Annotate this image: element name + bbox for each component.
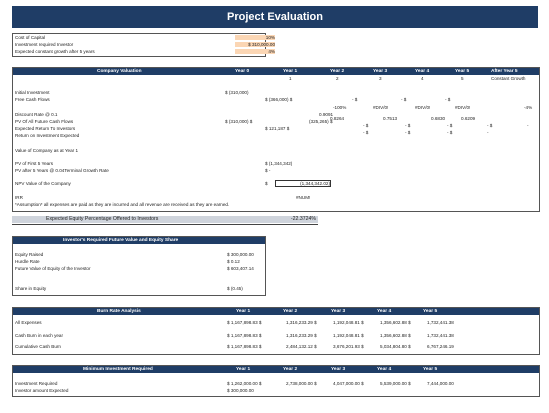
pct-value: #DIV/0! (455, 105, 471, 110)
col-year-2: Year 2 (330, 69, 345, 74)
row-label: NPV Value of the Company (15, 181, 71, 186)
year-number: 5 (461, 76, 464, 81)
pv-future-y2: - $ (363, 123, 369, 128)
row-label: Share in Equity (15, 286, 47, 291)
fcf-y4: - $ (445, 97, 451, 102)
pv-future-y5: - $ (487, 123, 493, 128)
pct-value: -100% (333, 105, 347, 110)
burn-col-1: Year 1 (236, 309, 251, 314)
row-label: Equity Raised (15, 252, 44, 257)
col-year-1: Year 1 (283, 69, 298, 74)
minimum-header: Minimum Investment Required (83, 367, 153, 372)
discount-y3: 0.7513 (383, 116, 398, 121)
minimum-cell: 5,539,000.00 $ (380, 381, 411, 386)
minimum-header-row (13, 366, 539, 373)
col-year-0: Year 0 (235, 69, 250, 74)
equity-raised-value: $ 300,000.00 (227, 252, 254, 257)
burn-cell: 3,676,201.93 $ (333, 344, 364, 349)
investor-header-row (13, 237, 265, 244)
minimum-cell: $ 300,000.00 (227, 388, 254, 393)
row-label: Return on Investment Expected (15, 133, 80, 138)
investor-header: Investor's Required Future Value and Equity Share (63, 238, 179, 243)
expected-return-y3: - $ (405, 130, 411, 135)
discount-y4: 0.6830 (431, 116, 446, 121)
burn-col-2: Year 2 (283, 309, 298, 314)
col-year-5: Year 5 (455, 69, 470, 74)
minimum-col-2: Year 2 (283, 367, 298, 372)
year-number: 3 (379, 76, 382, 81)
assumption-label: Investment required Investor (15, 42, 74, 47)
minimum-col-5: Year 5 (423, 367, 438, 372)
burn-cell: 1,316,233.29 $ (286, 320, 317, 325)
minimum-col-4: Year 4 (377, 367, 392, 372)
fcf-y2: - $ (352, 97, 358, 102)
row-label: Cash Burn in each year (15, 333, 64, 338)
burn-header-row (13, 308, 539, 315)
burn-rate-section (12, 307, 540, 355)
row-label: Discount Rate @ 0.1 (15, 112, 58, 117)
row-label: Expected Return To Investors (15, 126, 76, 131)
pct-value: -4% (524, 105, 533, 110)
pv-future-y0: $ (310,000) $ (225, 119, 253, 124)
assumption-label: Cost of Capital (15, 35, 46, 40)
fcf-y1: $ (366,000) $ (265, 97, 293, 102)
row-label: All Expenses (15, 320, 42, 325)
year-number: 4 (421, 76, 424, 81)
discount-y2: 0.8264 (330, 116, 345, 121)
npv-value: (1,344,342.02) (275, 180, 331, 187)
discount-y1: 0.9091 (319, 112, 334, 117)
row-label: Initial Investment (15, 90, 50, 95)
initial-investment-y0: $ (310,000) (225, 90, 249, 95)
cost-of-capital-input[interactable]: 10% (235, 35, 275, 40)
burn-cell: $ 1,167,898.83 $ (227, 320, 262, 325)
npv-currency: $ (265, 181, 268, 186)
minimum-col-1: Year 1 (236, 367, 251, 372)
burn-cell: 1,356,602.88 $ (380, 320, 411, 325)
minimum-cell: 4,047,000.00 $ (333, 381, 364, 386)
burn-cell: 2,484,132.12 $ (286, 344, 317, 349)
future-value-equity: $ 603,407.14 (227, 266, 254, 271)
hurdle-rate-value: $ 0.12 (227, 259, 240, 264)
band-underline (12, 224, 318, 225)
pv-after5-value: $ - (265, 168, 271, 173)
pv-first5-value: $ (1,344,342) (265, 161, 293, 166)
value-as-year1-label: Value of Company as at Year 1 (15, 148, 78, 153)
valuation-header: Company Valuation (97, 69, 142, 74)
burn-cell: 1,192,048.81 $ (333, 333, 364, 338)
minimum-cell: 2,738,000.00 $ (286, 381, 317, 386)
equity-offered-band (12, 216, 318, 223)
col-after-year-5: After Year 5 (491, 69, 518, 74)
row-label: Cumulative Cash Burn (15, 344, 61, 349)
year-number: 2 (336, 76, 339, 81)
pct-value: #DIV/0! (415, 105, 431, 110)
row-label: Investment Required (15, 381, 58, 386)
burn-cell: 1,732,441.38 (427, 333, 454, 338)
discount-y5: 0.6209 (461, 116, 476, 121)
row-label: Investor amount Expected (15, 388, 69, 393)
pv-future-y6: - (527, 123, 529, 128)
row-label: PV after 5 Years @ 0.04Terminal Growth Rate (15, 168, 109, 173)
burn-cell: 1,356,602.88 $ (380, 333, 411, 338)
row-label: PV Of All Future Cash Flows (15, 119, 74, 124)
burn-cell: 1,316,233.29 $ (286, 333, 317, 338)
expected-return-y5: - (487, 130, 489, 135)
growth-rate-input[interactable]: 4% (235, 49, 275, 54)
constant-growth-label: Constant Growth (491, 76, 526, 81)
valuation-header-row (13, 68, 539, 75)
burn-header: Burn Rate Analysis (97, 309, 141, 314)
equity-offered-label: Expected Equity Percentage Offered to Investors (46, 216, 159, 222)
col-year-4: Year 4 (415, 69, 430, 74)
burn-col-3: Year 3 (331, 309, 346, 314)
burn-cell: 5,034,804.80 $ (380, 344, 411, 349)
assumptions-box (12, 33, 275, 57)
investment-required-input[interactable]: $ 310,000.00 (235, 42, 275, 47)
company-valuation-section (12, 67, 540, 212)
valuation-note: *Assumption* all expenses are paid as they are incurred and all revenue are received as they are earned. (15, 202, 230, 207)
col-year-3: Year 3 (373, 69, 388, 74)
row-label: PV of First 5 Years (15, 161, 54, 166)
minimum-cell: 7,444,000.00 (427, 381, 454, 386)
pv-future-y3: - $ (405, 123, 411, 128)
row-label: Hurdle Rate (15, 259, 40, 264)
year-number: 1 (289, 76, 292, 81)
irr-value: #NUM! (296, 195, 311, 200)
row-label: Free Cash Flows (15, 97, 50, 102)
equity-offered-value: -22.3724% (290, 216, 316, 222)
fcf-y3: - $ (401, 97, 407, 102)
expected-return-y2: - $ (363, 130, 369, 135)
investor-section (12, 236, 266, 296)
assumption-label: Expected constant growth after 5 years (15, 49, 95, 54)
row-label: IRR (15, 195, 23, 200)
row-label: Future Value of Equity of the Investor (15, 266, 91, 271)
burn-col-4: Year 4 (377, 309, 392, 314)
pv-future-y1: (325,265) $ (309, 119, 333, 124)
burn-cell: 1,192,048.81 $ (333, 320, 364, 325)
burn-cell: $ 1,167,898.83 $ (227, 344, 262, 349)
page-title: Project Evaluation (12, 6, 538, 28)
burn-col-5: Year 5 (423, 309, 438, 314)
expected-return-y4: - $ (447, 130, 453, 135)
burn-cell: $ 1,167,898.83 $ (227, 333, 262, 338)
expected-return-y1: $ 121,187 $ (265, 126, 290, 131)
burn-cell: 6,767,246.19 (427, 344, 454, 349)
pct-value: #DIV/0! (373, 105, 389, 110)
minimum-col-3: Year 3 (331, 367, 346, 372)
share-in-equity-value: $ (0.45) (227, 286, 243, 291)
minimum-investment-section (12, 365, 540, 397)
pv-future-y4: - $ (447, 123, 453, 128)
burn-cell: 1,732,441.38 (427, 320, 454, 325)
minimum-cell: $ 1,262,000.00 $ (227, 381, 262, 386)
